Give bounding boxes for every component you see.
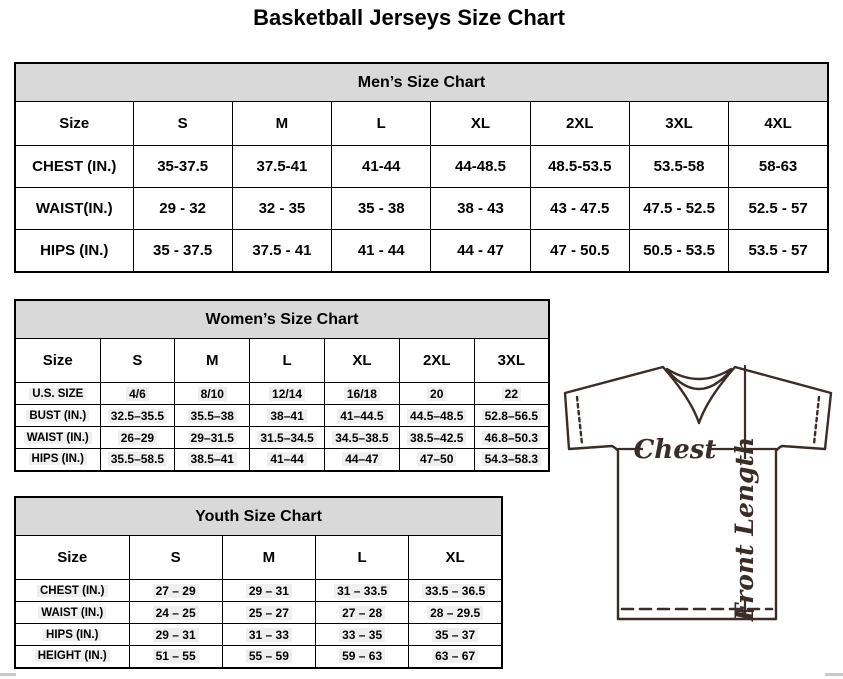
mens-cell-0-5: 53.5-58 (629, 146, 728, 188)
youth-cell-3-3: 63 – 67 (409, 646, 502, 668)
youth-cell-3-1: 55 – 59 (222, 646, 315, 668)
youth-row-1 (15, 602, 502, 624)
womens-cell-3-2: 41–44 (250, 449, 325, 471)
page-edge-artifact-right (825, 673, 843, 676)
mens-cell-0-2: 41-44 (332, 146, 431, 188)
womens-cell-1-0: 32.5–35.5 (100, 405, 175, 427)
mens-cell-1-3: 38 - 43 (431, 188, 530, 230)
mens-column-header-6: 3XL (629, 102, 728, 146)
womens-cell-3-3: 44–47 (324, 449, 399, 471)
mens-cell-2-5: 50.5 - 53.5 (629, 230, 728, 272)
womens-column-header-5: 2XL (399, 339, 474, 383)
jersey-outline (565, 367, 831, 619)
womens-cell-3-1: 38.5–41 (175, 449, 250, 471)
page-title: Basketball Jerseys Size Chart (253, 5, 565, 30)
womens-cell-1-4: 44.5–48.5 (399, 405, 474, 427)
chest-label: Chest (633, 435, 717, 465)
youth-row-label-3: HEIGHT (IN.) (15, 646, 129, 668)
womens-cell-3-0: 35.5–58.5 (100, 449, 175, 471)
front-length-label: Front Length (730, 436, 759, 622)
mens-column-header-4: XL (431, 102, 530, 146)
youth-cell-0-3: 33.5 – 36.5 (409, 580, 502, 602)
youth-table-title: Youth Size Chart (15, 497, 502, 536)
youth-row-2 (15, 624, 502, 646)
womens-column-header-6: 3XL (474, 339, 549, 383)
womens-cell-3-4: 47–50 (399, 449, 474, 471)
womens-row-1 (15, 405, 549, 427)
womens-column-header-1: S (100, 339, 175, 383)
mens-column-header-2: M (232, 102, 331, 146)
womens-cell-0-1: 8/10 (175, 383, 250, 405)
youth-cell-1-2: 27 – 28 (316, 602, 409, 624)
womens-cell-0-5: 22 (474, 383, 549, 405)
womens-column-header-0: Size (15, 339, 100, 383)
youth-cell-3-0: 51 – 55 (129, 646, 222, 668)
youth-cell-0-0: 27 – 29 (129, 580, 222, 602)
mens-cell-2-3: 44 - 47 (431, 230, 530, 272)
mens-row-2 (15, 230, 828, 272)
womens-cell-2-4: 38.5–42.5 (399, 427, 474, 449)
youth-cell-2-2: 33 – 35 (316, 624, 409, 646)
mens-cell-1-4: 43 - 47.5 (530, 188, 629, 230)
womens-column-header-3: L (250, 339, 325, 383)
youth-cell-2-1: 31 – 33 (222, 624, 315, 646)
mens-cell-2-6: 53.5 - 57 (729, 230, 828, 272)
mens-row-label-1: WAIST(IN.) (15, 188, 133, 230)
womens-cell-0-3: 16/18 (324, 383, 399, 405)
mens-cell-0-0: 35-37.5 (133, 146, 232, 188)
youth-cell-1-3: 28 – 29.5 (409, 602, 502, 624)
womens-cell-0-2: 12/14 (250, 383, 325, 405)
mens-cell-2-0: 35 - 37.5 (133, 230, 232, 272)
womens-row-0 (15, 383, 549, 405)
youth-row-label-1: WAIST (IN.) (15, 602, 129, 624)
youth-row-label-2: HIPS (IN.) (15, 624, 129, 646)
jersey-measurement-diagram (555, 361, 843, 623)
womens-row-3 (15, 449, 549, 471)
womens-row-2 (15, 427, 549, 449)
youth-cell-1-1: 25 – 27 (222, 602, 315, 624)
mens-cell-1-2: 35 - 38 (332, 188, 431, 230)
mens-column-header-0: Size (15, 102, 133, 146)
mens-size-table (14, 62, 829, 273)
mens-column-header-5: 2XL (530, 102, 629, 146)
womens-cell-1-3: 41–44.5 (324, 405, 399, 427)
youth-cell-0-1: 29 – 31 (222, 580, 315, 602)
youth-cell-2-0: 29 – 31 (129, 624, 222, 646)
womens-cell-2-5: 46.8–50.3 (474, 427, 549, 449)
mens-cell-0-1: 37.5-41 (232, 146, 331, 188)
mens-row-label-0: CHEST (IN.) (15, 146, 133, 188)
youth-column-header-3: L (316, 536, 409, 580)
mens-cell-1-1: 32 - 35 (232, 188, 331, 230)
youth-column-header-2: M (222, 536, 315, 580)
mens-cell-0-4: 48.5-53.5 (530, 146, 629, 188)
womens-cell-1-1: 35.5–38 (175, 405, 250, 427)
youth-column-header-1: S (129, 536, 222, 580)
youth-cell-0-2: 31 – 33.5 (316, 580, 409, 602)
womens-cell-2-2: 31.5–34.5 (250, 427, 325, 449)
mens-cell-1-5: 47.5 - 52.5 (629, 188, 728, 230)
mens-row-1 (15, 188, 828, 230)
mens-column-header-3: L (332, 102, 431, 146)
womens-column-header-2: M (175, 339, 250, 383)
youth-cell-2-3: 35 – 37 (409, 624, 502, 646)
youth-column-header-0: Size (15, 536, 129, 580)
womens-row-label-3: HIPS (IN.) (15, 449, 100, 471)
womens-cell-2-0: 26–29 (100, 427, 175, 449)
womens-row-label-0: U.S. SIZE (15, 383, 100, 405)
mens-row-0 (15, 146, 828, 188)
womens-cell-0-4: 20 (399, 383, 474, 405)
mens-cell-1-6: 52.5 - 57 (729, 188, 828, 230)
youth-size-table (14, 496, 503, 669)
mens-column-header-7: 4XL (729, 102, 828, 146)
youth-column-header-4: XL (409, 536, 502, 580)
mens-cell-2-2: 41 - 44 (332, 230, 431, 272)
mens-column-header-1: S (133, 102, 232, 146)
mens-table-title: Men’s Size Chart (15, 63, 828, 102)
womens-cell-2-3: 34.5–38.5 (324, 427, 399, 449)
page-edge-artifact-left (0, 673, 16, 676)
womens-cell-1-2: 38–41 (250, 405, 325, 427)
mens-cell-0-6: 58-63 (729, 146, 828, 188)
womens-row-label-2: WAIST (IN.) (15, 427, 100, 449)
youth-row-3 (15, 646, 502, 668)
womens-cell-3-5: 54.3–58.3 (474, 449, 549, 471)
youth-cell-3-2: 59 – 63 (316, 646, 409, 668)
mens-cell-1-0: 29 - 32 (133, 188, 232, 230)
youth-cell-1-0: 24 – 25 (129, 602, 222, 624)
mens-row-label-2: HIPS (IN.) (15, 230, 133, 272)
womens-cell-1-5: 52.8–56.5 (474, 405, 549, 427)
womens-table-title: Women’s Size Chart (15, 300, 549, 339)
womens-size-table (14, 299, 550, 472)
mens-cell-2-1: 37.5 - 41 (232, 230, 331, 272)
womens-cell-0-0: 4/6 (100, 383, 175, 405)
womens-row-label-1: BUST (IN.) (15, 405, 100, 427)
womens-cell-2-1: 29–31.5 (175, 427, 250, 449)
youth-row-label-0: CHEST (IN.) (15, 580, 129, 602)
mens-cell-2-4: 47 - 50.5 (530, 230, 629, 272)
mens-cell-0-3: 44-48.5 (431, 146, 530, 188)
womens-column-header-4: XL (324, 339, 399, 383)
youth-row-0 (15, 580, 502, 602)
